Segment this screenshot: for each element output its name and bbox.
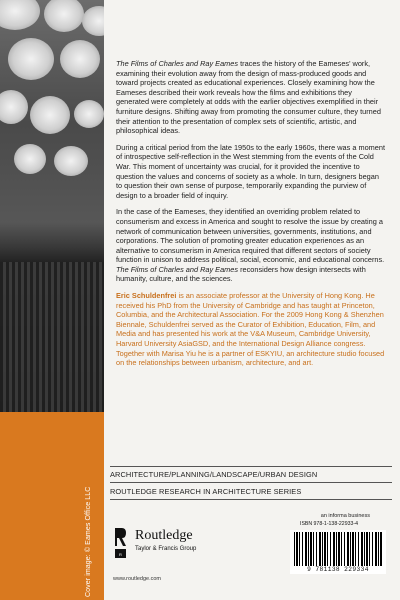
description-paragraph-1 [116, 59, 386, 136]
svg-text:R: R [119, 552, 122, 557]
book-title: The Films of Charles and Ray Eames [116, 59, 239, 68]
photo-crowd [0, 262, 104, 412]
photo-screen [8, 38, 54, 80]
photo-screen [82, 6, 104, 36]
routledge-mark-icon [113, 526, 127, 560]
bio-text: is an associate professor at the University of Hong Kong. He received his PhD from the University of Cambridge and has taught at Princeton, Columbia, and the Architectural Association. For the 2009 Hong Kong & Shenzhen Biennale, Schuldenfrei served as the Curator of Exhibition, Education, Film, and Media and has presented his work at the V&A Museum, Cambridge University, Harvard University AsiaGSD, and the International Design Alliance congress. Together with Marisa Yiu he is a partner of ESKYIU, an architecture studio focused on the relationships between urbanism, architecture, and art. [116, 291, 385, 368]
subject-categories: ARCHITECTURE/PLANNING/LANDSCAPE/URBAN DESIGN [110, 470, 318, 479]
paragraph-text: traces the history of the Eameses' work, examining their evolution away from the design of mass-produced goods and toward projects created as educational experiences. Closely examining how the Eameses described their work reveals how the films and exhibitions they generated were completely at odds with the earlier objectives exemplified in their furniture designs. Shifting away from promoting the consumer culture, they turned their attention to the presentation of complex sets of scientific, artistic, and philosophical ideas. [116, 59, 381, 136]
photo-shadow [0, 222, 104, 262]
photo-screen [54, 146, 88, 176]
photo-screen [44, 0, 84, 32]
paragraph-text: reconsiders how design intersects with humanity, culture, and the sciences. [116, 264, 366, 284]
description-paragraph-2: During a critical period from the late 1950s to the early 1960s, there was a moment of introspective self-reflection in the West stemming from the events of the Cold War. This moment of uncertainty was crucial, for it provided the incentive to question the values and concerns of society as a whole. In turn, designers began to question their own sense of purpose, temporarily expanding the purview of design to a broader field of inquiry. [116, 142, 386, 200]
divider [110, 499, 392, 500]
divider [110, 482, 392, 483]
publisher-group: Taylor & Francis Group [135, 546, 197, 552]
barcode-number: 9 781138 229334 [307, 566, 369, 573]
description [116, 59, 386, 375]
divider [110, 466, 392, 467]
photo-screen [74, 100, 104, 128]
isbn-label: ISBN 978-1-138-22933-4 [300, 521, 358, 527]
routledge-logo [113, 526, 209, 562]
photo-screen [14, 144, 46, 174]
paragraph-text: In the case of the Eameses, they identified an overriding problem related to consumerism and excess in America and sought to resolve the issue by creating a network of communication between universities, governments, institutions, and corporations. The solution of promoting greater education experiences as an alternative to consumerism in America required that different sectors of society function in unison to address political, social, economic, and educational concerns. [116, 207, 385, 265]
author-bio [116, 291, 386, 368]
publisher-name: Routledge [135, 528, 193, 543]
cover-image-credit: Cover image: © Eames Office LLC [85, 486, 92, 597]
photo-screen [0, 0, 40, 30]
photo-screen [0, 90, 28, 124]
author-name: Eric Schuldenfrei [116, 291, 177, 301]
cover-photo [0, 0, 104, 412]
photo-screen [60, 40, 100, 78]
book-title: The Films of Charles and Ray Eames [116, 264, 239, 274]
barcode-bars [294, 532, 382, 566]
series-name: ROUTLEDGE RESEARCH IN ARCHITECTURE SERIES [110, 487, 302, 496]
barcode [290, 530, 386, 574]
publisher-url[interactable]: www.routledge.com [113, 576, 161, 582]
description-paragraph-3 [116, 207, 386, 284]
informa-tagline: an informa business [320, 513, 370, 519]
photo-screen [30, 96, 70, 134]
